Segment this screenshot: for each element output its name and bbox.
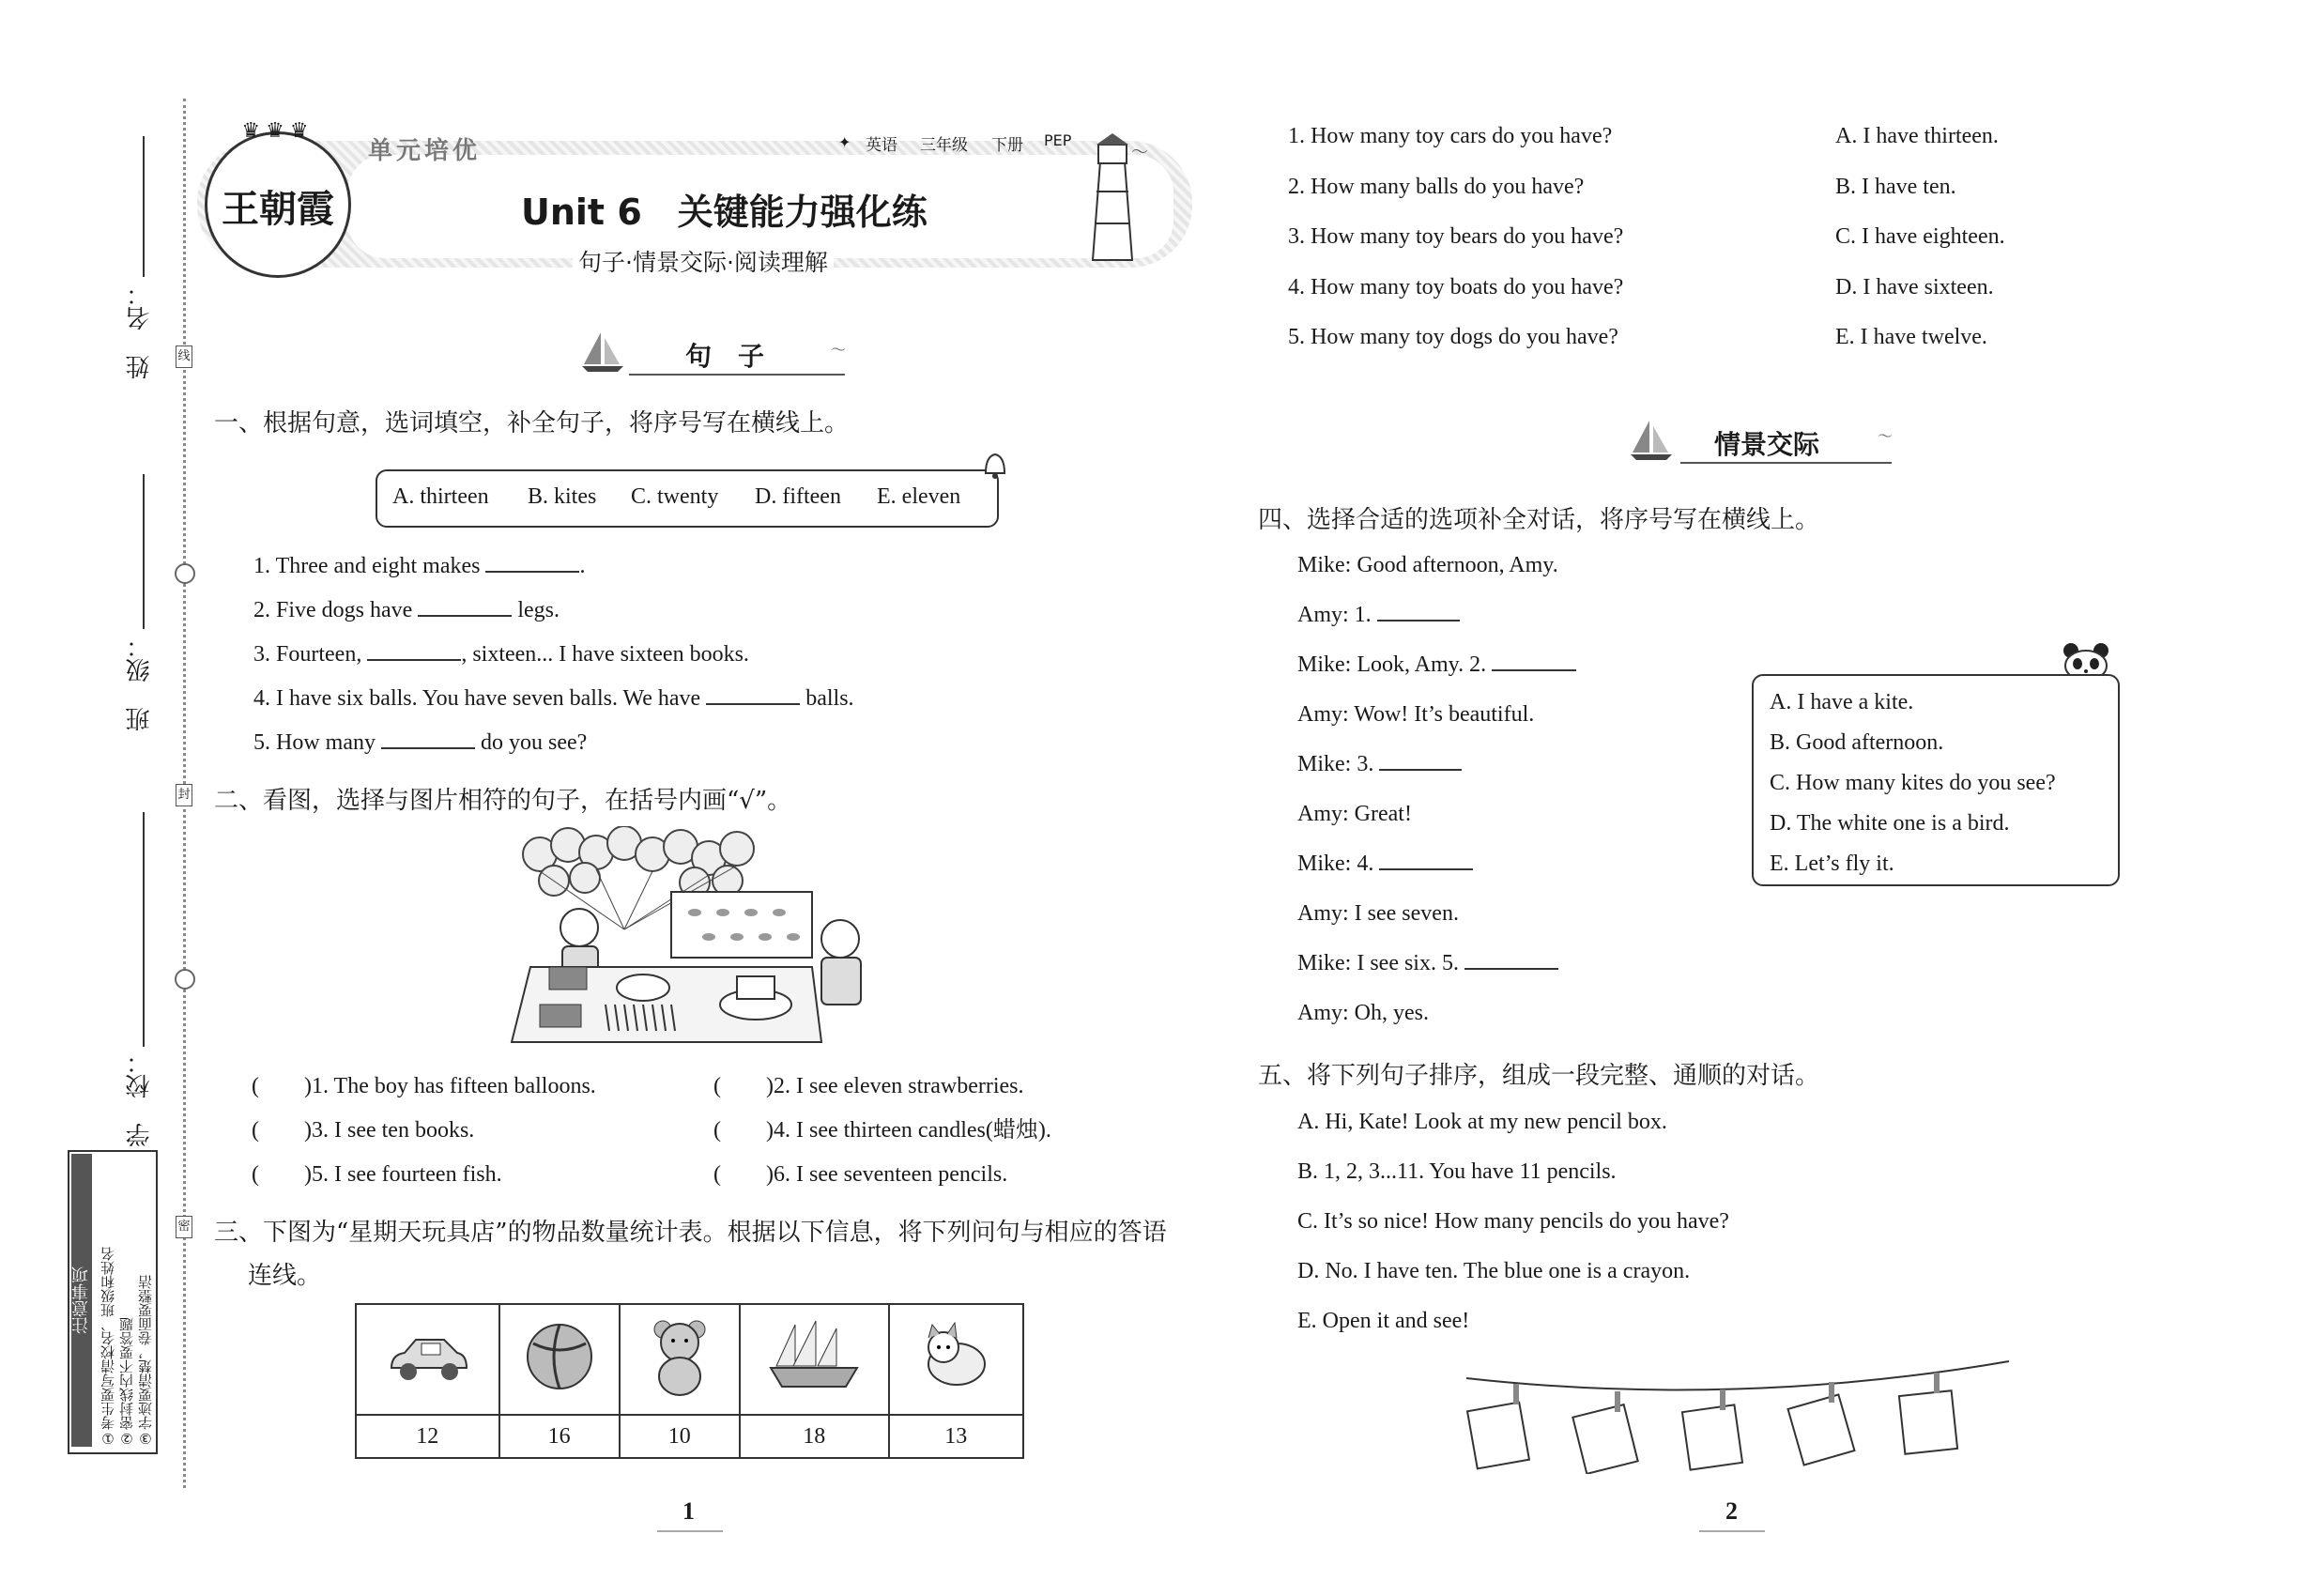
dialogue-line: Mike: Good afternoon, Amy.: [1297, 553, 1558, 577]
page-number-decoration: [657, 1530, 723, 1532]
q5-item: B. 1, 2, 3...11. You have 11 pencils.: [1297, 1159, 1617, 1184]
meta-volume: 下册: [991, 136, 1023, 155]
dialogue-line: Amy: Oh, yes.: [1297, 1001, 1429, 1025]
match-question[interactable]: 4. How many toy boats do you have?: [1288, 275, 1624, 299]
seagull-icon: 〜: [831, 341, 847, 359]
brand-logo: [205, 119, 351, 278]
answer-blank[interactable]: [1464, 968, 1558, 970]
q1-item-5: 5. How many do you see?: [253, 730, 588, 755]
match-answer[interactable]: E. I have twelve.: [1835, 325, 1987, 349]
match-question[interactable]: 2. How many balls do you have?: [1288, 175, 1585, 199]
toy-boat-icon: [740, 1304, 889, 1415]
notice-title: 注意事项: [71, 1154, 92, 1447]
q1-option: E. eleven: [877, 484, 961, 509]
section-title-dialogue: 情景交际: [1714, 429, 1820, 460]
section-underline: [629, 374, 845, 376]
seagull-icon: 〜: [1878, 427, 1894, 445]
dialogue-line: Amy: I see seven.: [1297, 901, 1459, 926]
hanging-cards-decoration: [1464, 1352, 2018, 1474]
q4-option: B. Good afternoon.: [1770, 730, 1944, 755]
q5-prompt: 五、将下列句子排序，组成一段完整、通顺的对话。: [1258, 1062, 1820, 1090]
answer-blank[interactable]: [706, 703, 800, 705]
answer-blank[interactable]: [1379, 769, 1462, 771]
answer-blank[interactable]: [367, 659, 461, 661]
school-label: 学 校：: [126, 1050, 154, 1147]
match-question[interactable]: 1. How many toy cars do you have?: [1288, 124, 1613, 148]
page-title: Unit 6 关键能力强化练: [521, 192, 928, 233]
sparkle-icon: ✦: [838, 133, 851, 151]
q2-prompt: 二、看图，选择与图片相符的句子，在括号内画“√”。: [214, 787, 792, 815]
answer-blank[interactable]: [1377, 620, 1460, 622]
q1-item-3: 3. Fourteen, , sixteen... I have sixteen books.: [253, 642, 749, 667]
bell-icon: [978, 449, 1012, 483]
q4-option: D. The white one is a bird.: [1770, 811, 2010, 836]
party-scene-illustration: [502, 826, 897, 1056]
q4-option: C. How many kites do you see?: [1770, 771, 2056, 795]
q1-option: A. thirteen: [392, 484, 489, 509]
class-input-line[interactable]: [143, 474, 145, 629]
dialogue-line: Amy: Great!: [1297, 802, 1412, 826]
dialogue-line: Amy: Wow! It’s beautiful.: [1297, 702, 1535, 727]
q5-item: E. Open it and see!: [1297, 1309, 1470, 1333]
page-number-1: 1: [682, 1497, 695, 1525]
q2-item-6[interactable]: ( )6. I see seventeen pencils.: [713, 1162, 1008, 1187]
q1-option: B. kites: [528, 484, 597, 509]
class-label: 班 级：: [126, 634, 154, 731]
meta-grade: 三年级: [920, 136, 968, 155]
dialogue-line: Mike: Look, Amy. 2.: [1297, 651, 1576, 679]
teddy-bear-icon: [620, 1304, 740, 1415]
answer-blank[interactable]: [418, 615, 512, 617]
q5-item: C. It’s so nice! How many pencils do you have?: [1297, 1209, 1729, 1234]
series-label: 单元培优: [368, 137, 482, 165]
cut-mark-secret: 密: [176, 1216, 192, 1238]
answer-blank[interactable]: [1492, 669, 1576, 671]
match-answer[interactable]: C. I have eighteen.: [1835, 224, 2005, 249]
match-question[interactable]: 3. How many toy bears do you have?: [1288, 224, 1624, 249]
name-input-line[interactable]: [143, 136, 145, 277]
toy-dog-icon: [889, 1304, 1023, 1415]
crown-icon: ♛♛♛: [241, 119, 314, 143]
punch-hole-icon: [175, 563, 195, 584]
match-question[interactable]: 5. How many toy dogs do you have?: [1288, 325, 1618, 349]
q5-item: A. Hi, Kate! Look at my new pencil box.: [1297, 1110, 1667, 1134]
name-label: 姓 名：: [126, 282, 154, 379]
answer-blank[interactable]: [485, 571, 579, 573]
ball-icon: [499, 1304, 620, 1415]
toy-count: 10: [620, 1415, 740, 1458]
notice-box: [68, 1150, 158, 1454]
page-number-2: 2: [1725, 1497, 1738, 1525]
q5-item: D. No. I have ten. The blue one is a crayon.: [1297, 1259, 1691, 1283]
logo-text: 王朝霞: [222, 188, 334, 230]
notice-item: ①考生要写清校名、班级和姓名: [100, 1247, 116, 1447]
q1-item-4: 4. I have six balls. You have seven balls. We have balls.: [253, 686, 854, 711]
q4-option: A. I have a kite.: [1770, 690, 1914, 714]
q3-prompt: 三、下图为“星期天玩具店”的物品数量统计表。根据以下信息，将下列问句与相应的答语: [214, 1219, 1167, 1247]
cut-mark-seal: 封: [176, 784, 192, 806]
q1-item-2: 2. Five dogs have legs.: [253, 598, 560, 622]
dialogue-line: Mike: I see six. 5.: [1297, 949, 1558, 977]
sailboat-icon: [580, 330, 625, 374]
notice-item: ②密封线内不要答题: [118, 1317, 135, 1447]
toy-count: 13: [889, 1415, 1023, 1458]
q1-prompt: 一、根据句意，选词填空，补全句子，将序号写在横线上。: [214, 409, 850, 437]
toy-count: 12: [356, 1415, 499, 1458]
toy-count: 18: [740, 1415, 889, 1458]
school-input-line[interactable]: [143, 812, 145, 1047]
answer-blank[interactable]: [381, 747, 475, 749]
punch-hole-icon: [175, 969, 195, 990]
dialogue-line: Amy: 1.: [1297, 601, 1460, 629]
section-title-sentences: 句 子: [685, 341, 765, 372]
q2-item-2[interactable]: ( )2. I see eleven strawberries.: [713, 1074, 1024, 1098]
q2-item-5[interactable]: ( )5. I see fourteen fish.: [252, 1162, 502, 1187]
page-subtitle: 句子·情景交际·阅读理解: [573, 244, 834, 278]
page-number-decoration: [1699, 1530, 1765, 1532]
q2-item-1[interactable]: ( )1. The boy has fifteen balloons.: [252, 1074, 596, 1098]
toy-count-table: [355, 1303, 1024, 1459]
q4-prompt: 四、选择合适的选项补全对话，将序号写在横线上。: [1258, 506, 1820, 534]
toy-car-icon: [356, 1304, 499, 1415]
q1-item-1: 1. Three and eight makes .: [253, 554, 586, 578]
meta-edition: PEP: [1044, 131, 1072, 149]
notice-item: ③字迹要清楚，卷面要整洁: [137, 1275, 154, 1447]
seagull-icon: 〜: [1131, 143, 1148, 162]
q2-item-4[interactable]: ( )4. I see thirteen candles(蜡烛).: [713, 1118, 1051, 1143]
match-answer[interactable]: D. I have sixteen.: [1835, 275, 1994, 299]
q1-option: C. twenty: [631, 484, 719, 509]
section-underline: [1680, 462, 1892, 464]
toy-count: 16: [499, 1415, 620, 1458]
cut-mark-line: 线: [176, 345, 192, 368]
q1-option: D. fifteen: [755, 484, 841, 509]
q4-option: E. Let’s fly it.: [1770, 852, 1894, 876]
dialogue-line: Mike: 3.: [1297, 750, 1462, 778]
dialogue-line: Mike: 4.: [1297, 850, 1473, 878]
q3-prompt-cont: 连线。: [248, 1262, 322, 1290]
match-answer[interactable]: A. I have thirteen.: [1835, 124, 1999, 148]
sailboat-icon: [1629, 419, 1674, 462]
answer-blank[interactable]: [1379, 868, 1473, 870]
q2-item-3[interactable]: ( )3. I see ten books.: [252, 1118, 475, 1143]
meta-subject: 英语: [866, 136, 897, 155]
match-answer[interactable]: B. I have ten.: [1835, 175, 1956, 199]
